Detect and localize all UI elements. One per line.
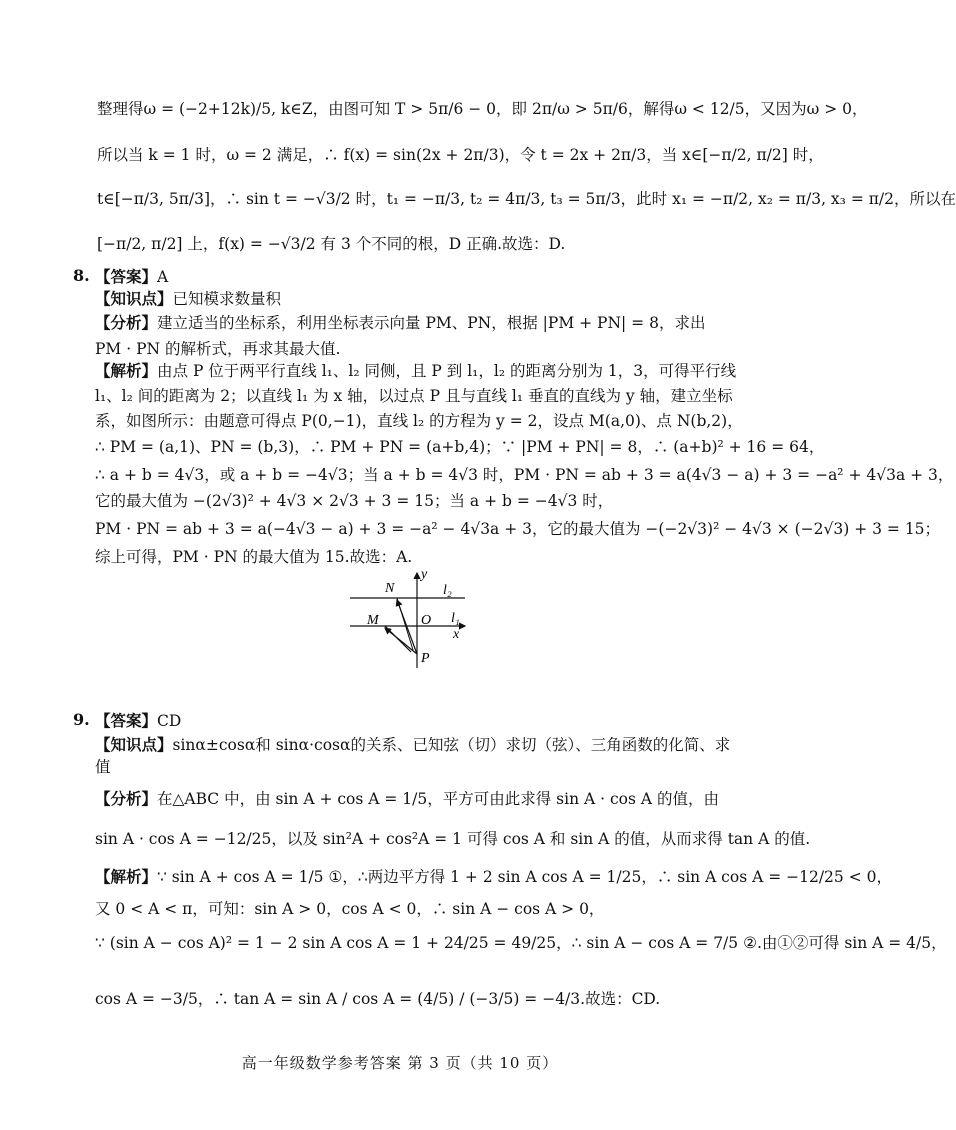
label-l2: l₂ (443, 583, 452, 598)
q9-answer: CD (157, 712, 182, 730)
label-O: O (421, 613, 432, 628)
q9-analysis-row (95, 788, 760, 810)
q8-answer: A (157, 268, 169, 286)
q9-knowledge-2: 值 (95, 758, 111, 776)
q7-line-4: [−π/2, π/2] 上，f(x) = −√3/2 有 3 个不同的根，D 正确.故选：D. (97, 235, 566, 253)
q7-line-3: t∈[−π/3, 5π/3]，∴ sin t = −√3/2 时，t₁ = −π/3, t₂ = 4π/3, t₃ = 5π/3，此时 x₁ = −π/2, x₂ = π/3, x₃ = π/2，所以在 (97, 190, 956, 208)
q8-analysis-tag: 【分析】 (95, 313, 158, 332)
coordinate-diagram (345, 568, 475, 668)
q8-solution-4: ∴ PM = (a,1)、PN = (b,3)，∴ PM + PN = (a+b,4)；∵ |PM + PN| = 8，∴ (a+b)² + 16 = 64， (95, 438, 825, 456)
q8-solution-6: 它的最大值为 −(2√3)² + 4√3 × 2√3 + 3 = 15；当 a + b = −4√3 时， (95, 492, 614, 510)
q9-solution-3: ∵ (sin A − cos A)² = 1 − 2 sin A cos A = 1 + 24/25 = 49/25，∴ sin A − cos A = 7/5 ②.由①②可得 sin A = 4/5， (95, 934, 947, 952)
q9-analysis-2: sin A · cos A = −12/25，以及 sin²A + cos²A = 1 可得 cos A 和 sin A 的值，从而求得 tan A 的值. (95, 830, 811, 848)
q9-analysis-tag: 【分析】 (95, 789, 158, 808)
q8-number: 8. (73, 266, 90, 285)
label-M: M (367, 613, 379, 628)
page-footer: 高一年级数学参考答案 第 3 页（共 10 页） (241, 1054, 559, 1072)
q9-knowledge-row (95, 734, 760, 756)
q9-number: 9. (73, 710, 90, 729)
q8-answer-row (95, 266, 760, 288)
q8-solution-5: ∴ a + b = 4√3，或 a + b = −4√3；当 a + b = 4√3 时，PM · PN = ab + 3 = a(4√3 − a) + 3 = −a² + 4√3a + 3， (95, 466, 954, 484)
q7-line-1: 整理得ω = (−2+12k)/5, k∈Z，由图可知 T > 5π/6 − 0，即 2π/ω > 5π/6，解得ω < 12/5，又因为ω > 0， (97, 100, 868, 118)
q8-knowledge-tag: 【知识点】 (95, 289, 173, 308)
q8-answer-tag: 【答案】 (95, 267, 158, 286)
q8-knowledge: 已知模求数量积 (172, 290, 282, 308)
segment-aux (397, 598, 413, 650)
label-y: y (421, 567, 428, 582)
q9-analysis-1: 在△ABC 中，由 sin A + cos A = 1/5，平方可由此求得 sin A · cos A 的值，由 (157, 790, 719, 808)
q9-solution-1: ∵ sin A + cos A = 1/5 ①，∴两边平方得 1 + 2 sin A cos A = 1/25，∴ sin A cos A = −12/25 < 0， (157, 868, 892, 886)
q8-analysis-row (95, 312, 760, 334)
q8-solution-1: 由点 P 位于两平行直线 l₁、l₂ 同侧，且 P 到 l₁，l₂ 的距离分别为 1，3，可得平行线 (157, 362, 737, 380)
label-l1: l₁ (451, 611, 460, 626)
q9-knowledge-tag: 【知识点】 (95, 735, 173, 754)
q8-analysis-1: 建立适当的坐标系，利用坐标表示向量 PM、PN，根据 |PM + PN| = 8，求出 (157, 314, 706, 332)
q9-answer-tag: 【答案】 (95, 711, 158, 730)
label-x: x (453, 627, 460, 642)
q8-solution-3: 系，如图所示：由题意可得点 P(0,−1)，直线 l₂ 的方程为 y = 2，设点 M(a,0)、点 N(b,2)， (95, 412, 743, 430)
label-P: P (421, 651, 430, 666)
q8-solution-7: PM · PN = ab + 3 = a(−4√3 − a) + 3 = −a² − 4√3a + 3，它的最大值为 −(−2√3)² − 4√3 × (−2√3) + 3 = 15； (95, 520, 941, 538)
q8-solution-8: 综上可得，PM · PN 的最大值为 15.故选：A. (95, 548, 413, 566)
label-N: N (385, 581, 395, 596)
q9-solution-4: cos A = −3/5，∴ tan A = sin A / cos A = (4/5) / (−3/5) = −4/3.故选：CD. (95, 990, 661, 1008)
q9-solution-tag: 【解析】 (95, 867, 158, 886)
q8-solution-2: l₁、l₂ 间的距离为 2；以直线 l₁ 为 x 轴，以过点 P 且与直线 l₁ 垂直的直线为 y 轴，建立坐标 (95, 387, 733, 405)
q9-answer-row (95, 710, 760, 732)
q7-line-2: 所以当 k = 1 时，ω = 2 满足，∴ f(x) = sin(2x + 2π/3)，令 t = 2x + 2π/3，当 x∈[−π/2, π/2] 时， (97, 146, 824, 164)
q9-knowledge-1: sinα±cosα和 sinα·cosα的关系、已知弦（切）求切（弦）、三角函数的化简、求 (172, 736, 731, 754)
q8-solution-row (95, 360, 760, 382)
q9-solution-2: 又 0 < A < π，可知：sin A > 0，cos A < 0，∴ sin A − cos A > 0， (95, 900, 605, 918)
q9-solution-row (95, 866, 892, 888)
q8-analysis-2: PM · PN 的解析式，再求其最大值. (95, 340, 341, 358)
q8-solution-tag: 【解析】 (95, 361, 158, 380)
q8-knowledge-row (95, 288, 760, 310)
